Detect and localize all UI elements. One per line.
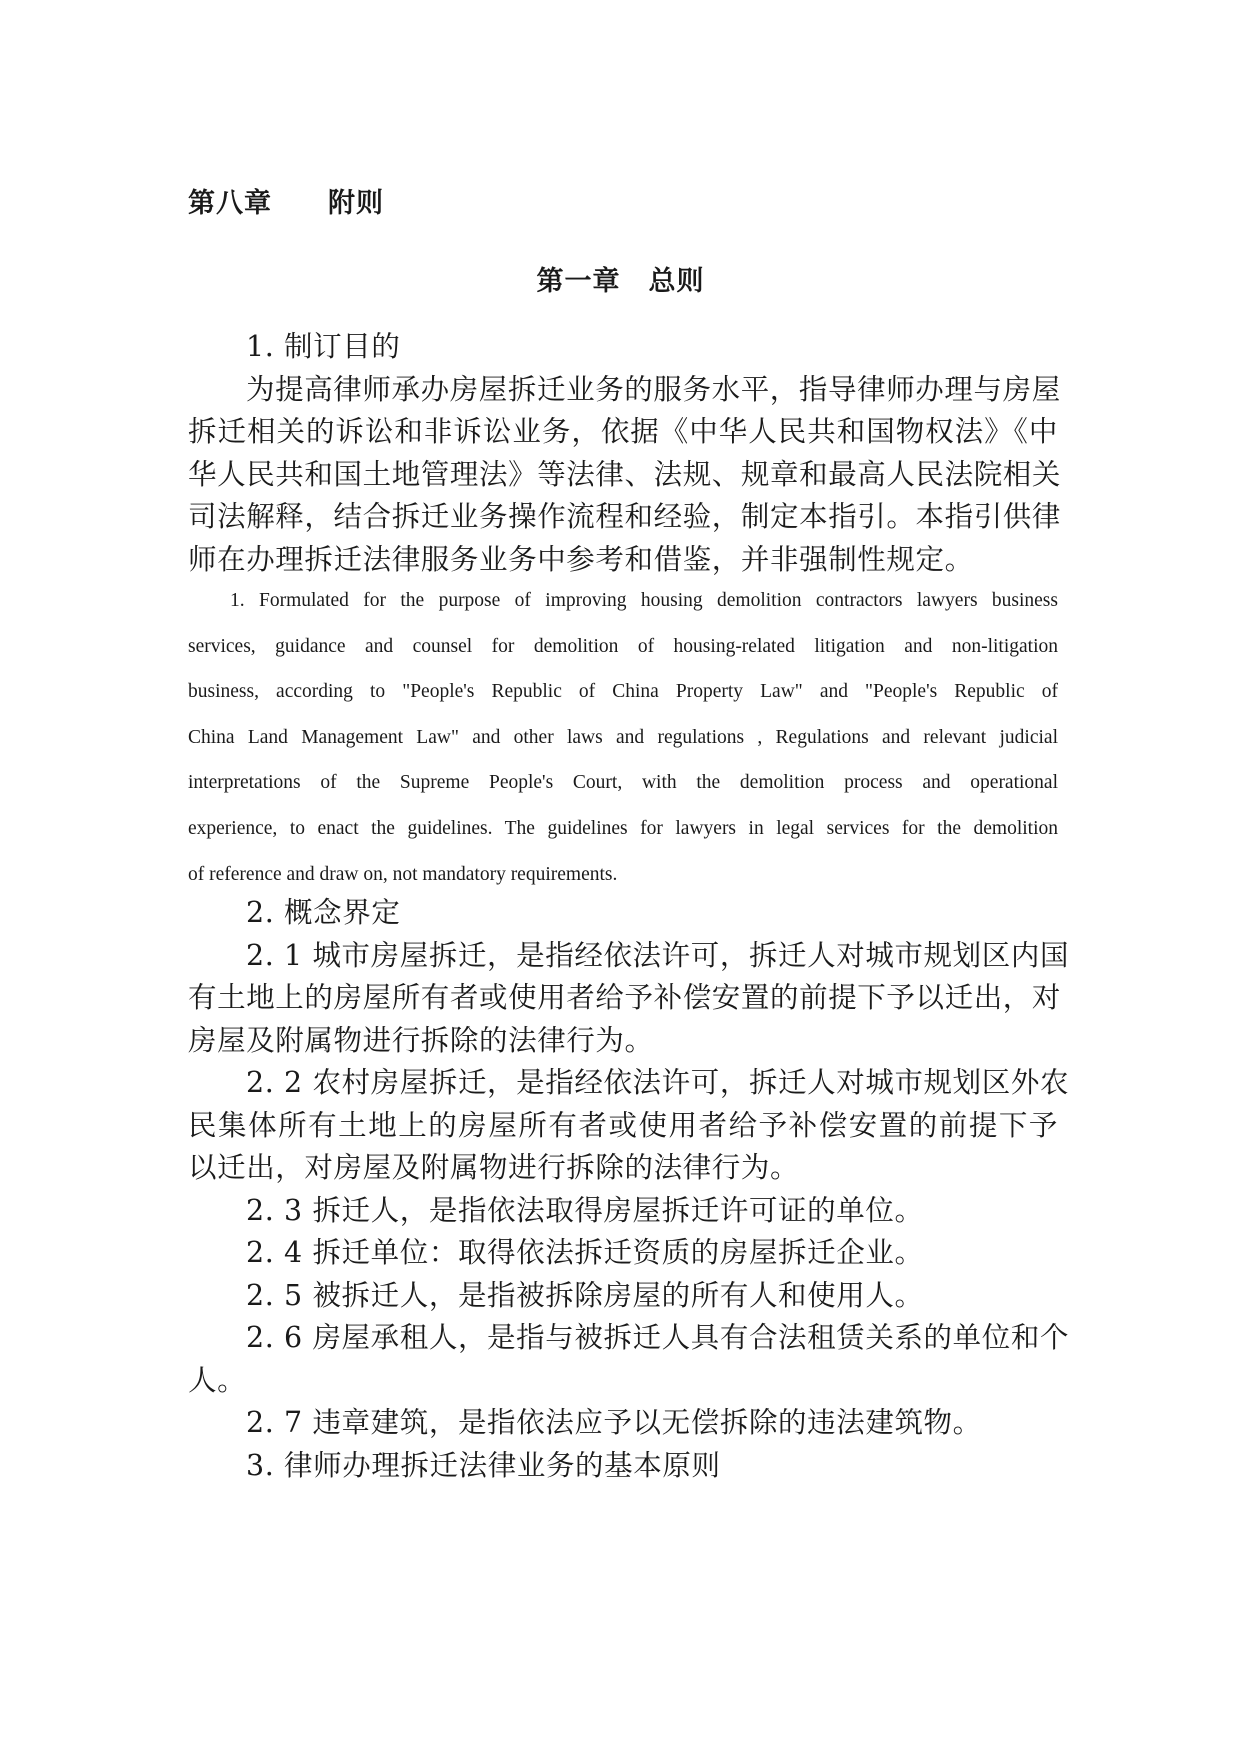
english-translation-line: business, according to "People's Republic of China Property Law" and "People's Republic of [188, 681, 1058, 702]
section-1-text-line: 司法解释，结合拆迁业务操作流程和经验，制定本指引。本指引供律 [188, 500, 1062, 533]
definition-2-4: 2. 4 拆迁单位：取得依法拆迁资质的房屋拆迁企业。 [246, 1236, 924, 1269]
definition-2-2-line: 2. 2 农村房屋拆迁，是指经依法许可，拆迁人对城市规划区外农 [246, 1066, 1070, 1099]
english-translation-line: of reference and draw on, not mandatory requirements. [188, 864, 618, 885]
english-translation-line: experience, to enact the guidelines. The guidelines for lawyers in legal services for the demolition [188, 818, 1058, 839]
definition-2-6-line: 2. 6 房屋承租人，是指与被拆迁人具有合法租赁关系的单位和个 [246, 1321, 1070, 1354]
section-3-heading: 3. 律师办理拆迁法律业务的基本原则 [246, 1449, 721, 1482]
definition-2-2-line: 民集体所有土地上的房屋所有者或使用者给予补偿安置的前提下予 [188, 1109, 1058, 1142]
section-1-text-line: 华人民共和国土地管理法》等法律、法规、规章和最高人民法院相关 [188, 458, 1062, 491]
definition-2-6-line: 人。 [188, 1364, 247, 1397]
definition-2-3: 2. 3 拆迁人，是指依法取得房屋拆迁许可证的单位。 [246, 1194, 924, 1227]
english-translation-line: 1. Formulated for the purpose of improving housing demolition contractors lawyers business [230, 590, 1058, 611]
chapter-8-heading: 第八章 附则 [188, 188, 384, 219]
definition-2-5: 2. 5 被拆迁人，是指被拆除房屋的所有人和使用人。 [246, 1279, 924, 1312]
definition-2-7: 2. 7 违章建筑，是指依法应予以无偿拆除的违法建筑物。 [246, 1406, 982, 1439]
section-1-heading: 1. 制订目的 [246, 330, 401, 363]
section-1-text-line: 师在办理拆迁法律服务业务中参考和借鉴，并非强制性规定。 [188, 543, 974, 576]
english-translation-line: interpretations of the Supreme People's Court, with the demolition process and operational [188, 772, 1058, 793]
definition-2-1-line: 房屋及附属物进行拆除的法律行为。 [188, 1024, 654, 1057]
english-translation-line: services, guidance and counsel for demolition of housing-related litigation and non-litigation [188, 636, 1058, 657]
english-translation-line: China Land Management Law" and other laws and regulations , Regulations and relevant judicial [188, 727, 1058, 748]
section-2-heading: 2. 概念界定 [246, 896, 401, 929]
section-1-text-line: 拆迁相关的诉讼和非诉讼业务，依据《中华人民共和国物权法》《中 [188, 415, 1058, 448]
definition-2-1-line: 2. 1 城市房屋拆迁，是指经依法许可，拆迁人对城市规划区内国 [246, 939, 1070, 972]
section-1-text-line: 为提高律师承办房屋拆迁业务的服务水平，指导律师办理与房屋 [246, 373, 1061, 406]
definition-2-1-line: 有土地上的房屋所有者或使用者给予补偿安置的前提下予以迁出，对 [188, 981, 1062, 1014]
definition-2-2-line: 以迁出，对房屋及附属物进行拆除的法律行为。 [188, 1151, 800, 1184]
chapter-1-heading: 第一章 总则 [536, 266, 705, 297]
